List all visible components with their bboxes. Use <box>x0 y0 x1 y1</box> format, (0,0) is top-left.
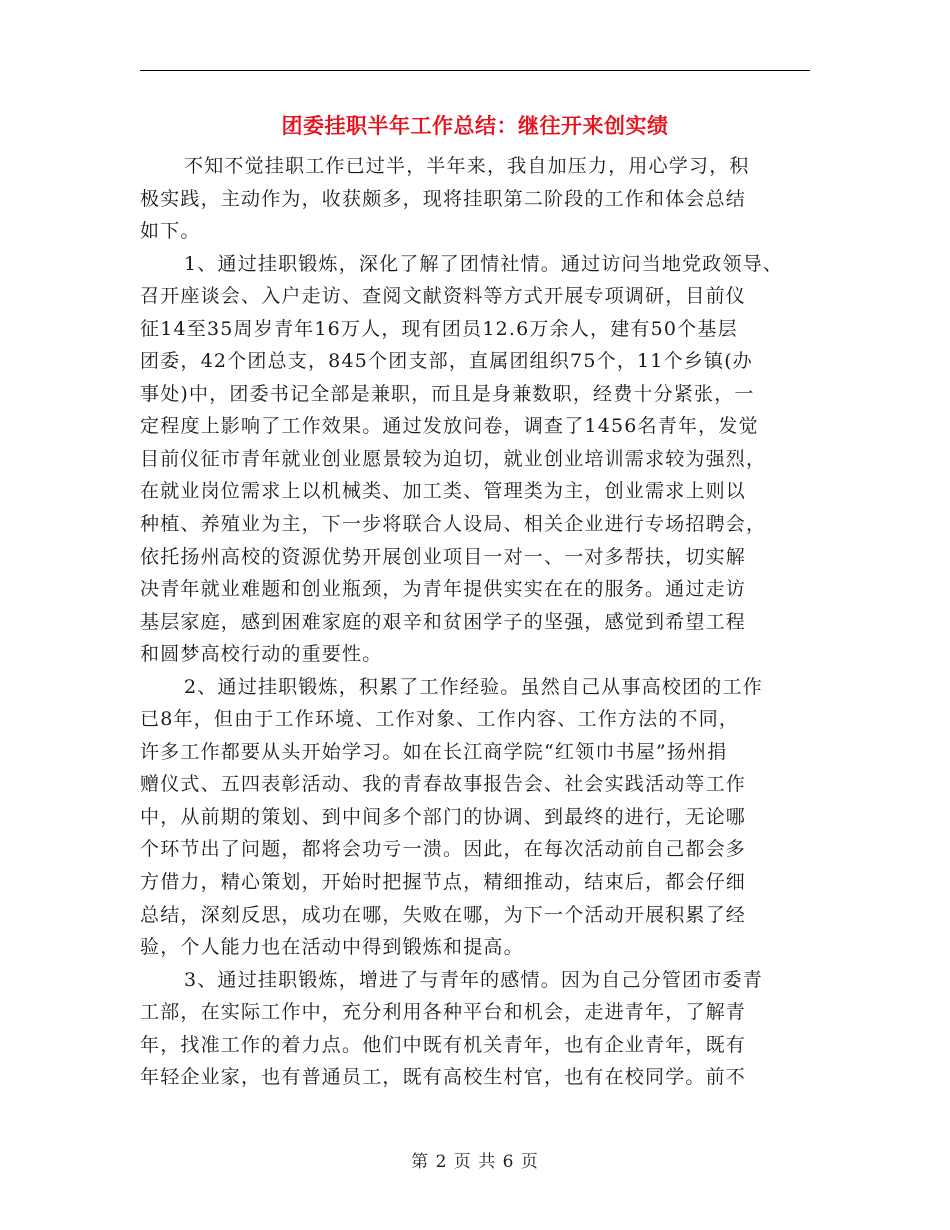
body-line: 已8年，但由于工作环境、工作对象、工作内容、工作方法的不同， <box>140 708 740 731</box>
body-line: 方借力，精心策划，开始时把握节点，精细推动，结束后，都会仔细 <box>140 871 747 894</box>
body-line: 工部，在实际工作中，充分利用各种平台和机会，走进青年，了解青 <box>140 1001 747 1024</box>
body-line: 依托扬州高校的资源优势开展创业项目一对一、一对多帮扶，切实解 <box>140 545 747 568</box>
body-line: 年，找准工作的着力点。他们中既有机关青年，也有企业青年，既有 <box>140 1033 747 1056</box>
page-number: 第 2 页 共 6 页 <box>411 1152 539 1172</box>
body-line: 目前仪征市青年就业创业愿景较为迫切，就业创业培训需求较为强烈， <box>140 447 767 470</box>
body-line: 许多工作都要从头开始学习。如在长江商学院“红领巾书屋”扬州捐 <box>140 740 728 763</box>
body-line: 极实践，主动作为，收获颇多，现将挂职第二阶段的工作和体会总结 <box>140 187 747 210</box>
body-line: 种植、养殖业为主，下一步将联合人设局、相关企业进行专场招聘会， <box>140 513 767 536</box>
body-line: 事处)中，团委书记全部是兼职，而且是身兼数职，经费十分紧张，一 <box>140 382 755 405</box>
body-line: 在就业岗位需求上以机械类、加工类、管理类为主，创业需求上则以 <box>140 480 747 503</box>
document-title: 团委挂职半年工作总结：继往开来创实绩 <box>281 113 669 138</box>
header-rule <box>140 70 810 71</box>
body-line: 决青年就业难题和创业瓶颈，为青年提供实实在在的服务。通过走访 <box>140 578 747 601</box>
body-line: 验，个人能力也在活动中得到锻炼和提高。 <box>140 936 524 959</box>
document-body <box>140 150 812 1094</box>
body-line: 和圆梦高校行动的重要性。 <box>140 643 383 666</box>
body-line: 总结，深刻反思，成功在哪，失败在哪，为下一个活动开展积累了经 <box>140 903 747 926</box>
body-line: 年轻企业家，也有普通员工，既有高校生村官，也有在校同学。前不 <box>140 1066 747 1089</box>
body-line: 2、通过挂职锻炼，积累了工作经验。虽然自己从事高校团的工作 <box>184 675 763 698</box>
body-line: 基层家庭，感到困难家庭的艰辛和贫困学子的坚强，感觉到希望工程 <box>140 610 747 633</box>
body-line: 1、通过挂职锻炼，深化了解了团情社情。通过访问当地党政领导、 <box>184 252 784 275</box>
body-line: 定程度上影响了工作效果。通过发放问卷，调查了1456名青年，发觉 <box>140 415 759 438</box>
body-line: 团委，42个团总支，845个团支部，直属团组织75个，11个乡镇(办 <box>140 350 754 373</box>
body-line: 召开座谈会、入户走访、查阅文献资料等方式开展专项调研，目前仪 <box>140 285 747 308</box>
body-line: 个环节出了问题，都将会功亏一溃。因此，在每次活动前自己都会多 <box>140 838 747 861</box>
body-line: 如下。 <box>140 220 201 243</box>
body-line: 赠仪式、五四表彰活动、我的青春故事报告会、社会实践活动等工作 <box>140 773 747 796</box>
body-line: 不知不觉挂职工作已过半，半年来，我自加压力，用心学习，积 <box>184 155 750 177</box>
body-line: 中，从前期的策划、到中间多个部门的协调、到最终的进行，无论哪 <box>140 805 747 828</box>
body-line: 征14至35周岁青年16万人，现有团员12.6万余人，建有50个基层 <box>140 317 738 340</box>
body-line: 3、通过挂职锻炼，增进了与青年的感情。因为自己分管团市委青 <box>184 968 763 991</box>
